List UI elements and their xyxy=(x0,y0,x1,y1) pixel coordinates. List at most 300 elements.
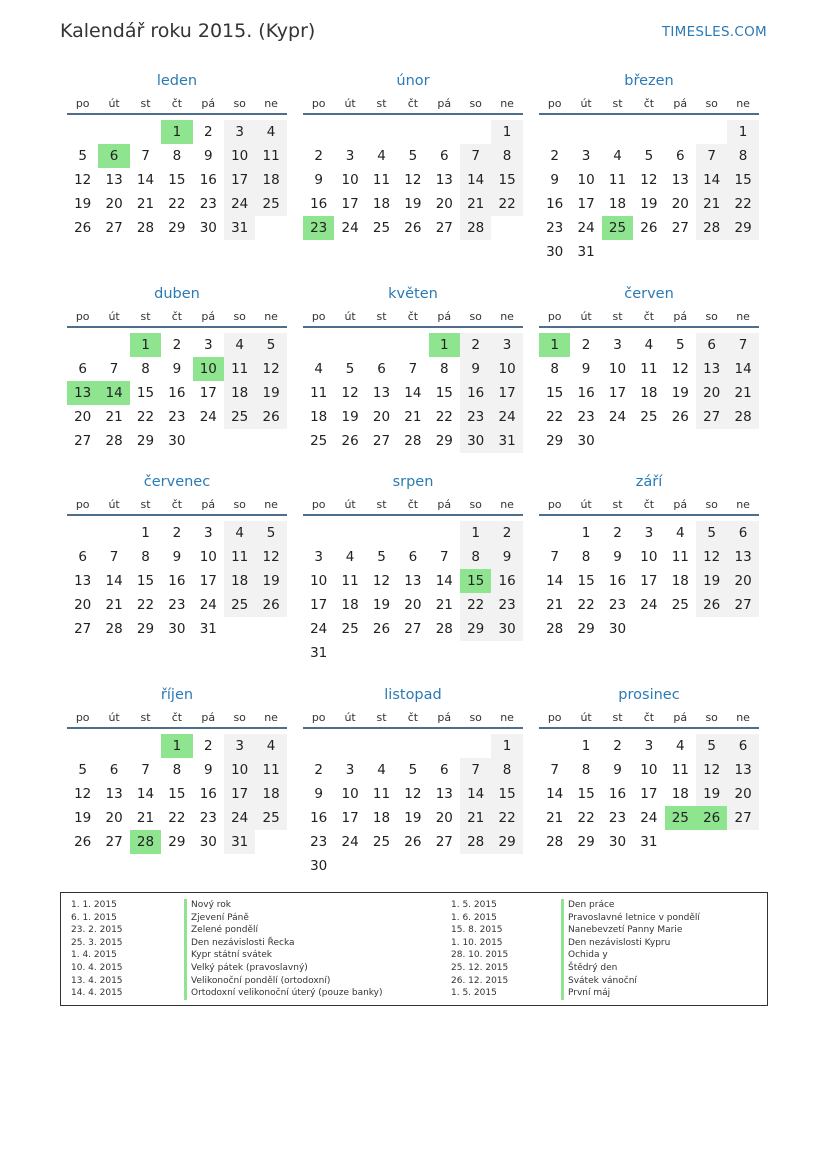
day-cell: 26 xyxy=(696,593,727,617)
day-cell: 31 xyxy=(310,645,328,661)
day-cell: 23 xyxy=(460,405,491,429)
month-name: leden xyxy=(156,73,198,89)
day-cell: 7 xyxy=(550,762,559,778)
month-name: únor xyxy=(396,73,430,89)
weekday-label: čt xyxy=(407,711,419,724)
day-cell: 18 xyxy=(608,196,627,212)
day-cell: 16 xyxy=(608,573,627,589)
day-cell: 2 xyxy=(172,337,182,353)
day-cell: 17 xyxy=(224,782,255,806)
day-cell: 5 xyxy=(78,148,87,164)
holiday-date: 13. 4. 2015 xyxy=(71,975,123,986)
day-cell: 29 xyxy=(546,433,564,449)
day-cell: 27 xyxy=(105,220,123,236)
day-cell: 28 xyxy=(727,405,758,429)
weekday-label: pá xyxy=(673,498,688,511)
day-cell: 28 xyxy=(404,433,422,449)
day-cell: 18 xyxy=(255,782,286,806)
day-cell: 11 xyxy=(224,545,255,569)
month-name: březen xyxy=(624,73,674,89)
day-cell: 13 xyxy=(74,573,92,589)
holiday-name: Velký pátek (pravoslavný) xyxy=(184,962,308,975)
day-cell: 14 xyxy=(404,385,422,401)
day-cell: 25 xyxy=(255,806,286,830)
day-cell: 19 xyxy=(372,597,391,613)
weekday-label: ne xyxy=(264,97,278,110)
day-cell: 9 xyxy=(613,549,622,565)
day-cell: 19 xyxy=(74,196,92,212)
day-cell: 6 xyxy=(675,148,685,164)
weekday-header xyxy=(539,498,759,516)
day-cell: 29 xyxy=(577,621,595,637)
day-cell: 29 xyxy=(435,433,453,449)
day-cell: 28 xyxy=(435,621,453,637)
weekday-label: st xyxy=(376,97,387,110)
day-cell: 6 xyxy=(78,549,87,565)
weekday-label: pá xyxy=(673,310,688,323)
day-cell: 4 xyxy=(613,148,622,164)
day-cell: 19 xyxy=(696,569,727,593)
day-cell: 8 xyxy=(141,361,150,377)
day-cell: 8 xyxy=(172,762,182,778)
day-cell: 29 xyxy=(577,834,595,850)
day-cell: 15 xyxy=(577,573,595,589)
weekday-label: so xyxy=(705,310,718,323)
day-cell: 3 xyxy=(613,337,622,353)
day-cell: 3 xyxy=(491,333,522,357)
day-cell: 17 xyxy=(640,573,658,589)
day-cell: 9 xyxy=(491,545,522,569)
day-cell: 27 xyxy=(404,621,422,637)
weekday-header xyxy=(303,711,523,729)
month-name: červen xyxy=(624,286,674,302)
day-cell: 5 xyxy=(78,762,87,778)
day-cell: 26 xyxy=(74,834,92,850)
day-cell: 15 xyxy=(435,385,453,401)
day-cell: 18 xyxy=(341,597,359,613)
day-cell: 6 xyxy=(439,762,449,778)
holiday-name: Štědrý den xyxy=(561,962,617,975)
day-cell: 20 xyxy=(727,782,758,806)
day-cell: 25 xyxy=(224,593,255,617)
holiday-day-cell: 1 xyxy=(161,734,192,758)
day-cell: 30 xyxy=(168,621,186,637)
weekday-label: út xyxy=(344,310,356,323)
day-cell: 10 xyxy=(640,762,658,778)
month-name: září xyxy=(635,474,663,490)
day-cell: 15 xyxy=(136,385,155,401)
day-cell: 5 xyxy=(255,521,286,545)
weekday-label: st xyxy=(376,498,387,511)
day-cell: 25 xyxy=(310,433,328,449)
weekday-label: po xyxy=(547,498,562,511)
day-cell: 26 xyxy=(341,433,359,449)
weekday-label: po xyxy=(311,498,326,511)
day-cell: 23 xyxy=(608,810,627,826)
day-cell: 28 xyxy=(460,830,491,854)
weekday-label: út xyxy=(580,711,592,724)
day-cell: 15 xyxy=(491,168,522,192)
day-cell: 21 xyxy=(136,196,155,212)
day-cell: 4 xyxy=(644,337,654,353)
day-cell: 6 xyxy=(696,333,727,357)
day-cell: 27 xyxy=(435,220,453,236)
day-cell: 24 xyxy=(577,220,595,236)
day-cell: 10 xyxy=(310,573,328,589)
day-cell: 6 xyxy=(109,762,119,778)
weekday-label: pá xyxy=(201,711,216,724)
day-cell: 27 xyxy=(696,405,727,429)
day-cell: 7 xyxy=(460,144,491,168)
day-cell: 22 xyxy=(136,597,155,613)
holiday-name: Velikonoční pondělí (ortodoxní) xyxy=(184,975,330,988)
day-cell: 8 xyxy=(491,144,522,168)
day-cell: 2 xyxy=(613,738,622,754)
day-cell: 11 xyxy=(310,385,328,401)
day-cell: 30 xyxy=(168,433,186,449)
day-cell: 12 xyxy=(372,573,391,589)
holiday-day-cell: 14 xyxy=(98,381,129,405)
day-cell: 16 xyxy=(310,810,328,826)
day-cell: 6 xyxy=(727,521,758,545)
day-cell: 8 xyxy=(581,762,591,778)
day-cell: 29 xyxy=(168,834,186,850)
day-cell: 13 xyxy=(372,385,391,401)
day-cell: 30 xyxy=(608,834,627,850)
day-cell: 3 xyxy=(224,734,255,758)
weekday-label: út xyxy=(108,97,120,110)
day-cell: 23 xyxy=(199,810,217,826)
day-cell: 8 xyxy=(439,361,449,377)
weekday-label: po xyxy=(75,711,90,724)
day-cell: 18 xyxy=(255,168,286,192)
holiday-date: 25. 12. 2015 xyxy=(451,962,509,973)
holiday-date: 26. 12. 2015 xyxy=(451,975,509,986)
weekday-label: po xyxy=(547,97,562,110)
weekday-label: ne xyxy=(500,711,514,724)
day-cell: 25 xyxy=(341,621,359,637)
day-cell: 31 xyxy=(199,621,217,637)
day-cell: 17 xyxy=(608,385,627,401)
day-cell: 17 xyxy=(577,196,595,212)
day-cell: 9 xyxy=(550,172,559,188)
day-cell: 4 xyxy=(345,549,355,565)
weekday-label: čt xyxy=(407,498,419,511)
day-cell: 21 xyxy=(696,192,727,216)
day-cell: 2 xyxy=(550,148,559,164)
day-cell: 9 xyxy=(460,357,491,381)
weekday-label: út xyxy=(580,498,592,511)
weekday-label: pá xyxy=(437,498,452,511)
weekday-label: čt xyxy=(171,711,183,724)
holiday-day-cell: 1 xyxy=(539,333,570,357)
day-cell: 29 xyxy=(491,830,522,854)
weekday-label: so xyxy=(705,498,718,511)
day-cell: 1 xyxy=(491,734,522,758)
weekday-label: so xyxy=(469,711,482,724)
day-cell: 5 xyxy=(255,333,286,357)
day-cell: 15 xyxy=(577,786,595,802)
day-cell: 2 xyxy=(613,525,622,541)
day-cell: 2 xyxy=(203,738,213,754)
weekday-header xyxy=(67,711,287,729)
day-cell: 18 xyxy=(671,786,689,802)
day-cell: 7 xyxy=(727,333,758,357)
day-cell: 19 xyxy=(255,569,286,593)
holiday-date: 10. 4. 2015 xyxy=(71,962,123,973)
month-name: květen xyxy=(388,286,438,302)
day-cell: 13 xyxy=(727,545,758,569)
day-cell: 2 xyxy=(491,521,522,545)
day-cell: 8 xyxy=(581,549,591,565)
weekday-label: út xyxy=(580,310,592,323)
weekday-label: po xyxy=(547,310,562,323)
day-cell: 23 xyxy=(608,597,627,613)
day-cell: 1 xyxy=(581,525,591,541)
weekday-label: ne xyxy=(500,97,514,110)
day-cell: 26 xyxy=(74,220,92,236)
weekday-label: út xyxy=(344,498,356,511)
holiday-name: Ortodoxní velikonoční úterý (pouze banky) xyxy=(184,987,383,1000)
day-cell: 29 xyxy=(136,433,155,449)
day-cell: 19 xyxy=(640,196,658,212)
weekday-label: so xyxy=(469,498,482,511)
weekday-header xyxy=(539,711,759,729)
weekday-label: po xyxy=(311,711,326,724)
day-cell: 22 xyxy=(168,810,186,826)
day-cell: 26 xyxy=(671,409,689,425)
day-cell: 14 xyxy=(460,782,491,806)
weekday-label: pá xyxy=(201,97,216,110)
day-cell: 19 xyxy=(341,409,359,425)
weekday-header xyxy=(303,498,523,516)
day-cell: 14 xyxy=(727,357,758,381)
day-cell: 6 xyxy=(377,361,386,377)
day-cell: 9 xyxy=(613,762,622,778)
day-cell: 11 xyxy=(224,357,255,381)
day-cell: 3 xyxy=(644,525,654,541)
day-cell: 3 xyxy=(224,120,255,144)
weekday-label: pá xyxy=(437,97,452,110)
holiday-date: 1. 10. 2015 xyxy=(451,937,503,948)
day-cell: 26 xyxy=(404,220,422,236)
day-cell: 5 xyxy=(675,337,685,353)
day-cell: 27 xyxy=(671,220,689,236)
day-cell: 24 xyxy=(224,806,255,830)
weekday-label: út xyxy=(580,97,592,110)
day-cell: 26 xyxy=(404,834,422,850)
day-cell: 23 xyxy=(546,220,564,236)
day-cell: 28 xyxy=(460,216,491,240)
day-cell: 4 xyxy=(224,521,255,545)
day-cell: 20 xyxy=(435,810,453,826)
day-cell: 14 xyxy=(546,573,564,589)
day-cell: 9 xyxy=(314,786,323,802)
day-cell: 23 xyxy=(199,196,217,212)
day-cell: 14 xyxy=(136,786,155,802)
day-cell: 29 xyxy=(460,617,491,641)
holiday-day-cell: 15 xyxy=(460,569,491,593)
day-cell: 31 xyxy=(224,216,255,240)
day-cell: 19 xyxy=(671,385,689,401)
weekday-header xyxy=(67,498,287,516)
day-cell: 4 xyxy=(255,120,286,144)
day-cell: 10 xyxy=(640,549,658,565)
holiday-day-cell: 23 xyxy=(303,216,334,240)
day-cell: 8 xyxy=(460,545,491,569)
holiday-day-cell: 1 xyxy=(161,120,192,144)
day-cell: 11 xyxy=(255,758,286,782)
day-cell: 3 xyxy=(581,148,591,164)
day-cell: 13 xyxy=(696,357,727,381)
day-cell: 21 xyxy=(546,810,564,826)
day-cell: 13 xyxy=(404,573,422,589)
day-cell: 24 xyxy=(199,409,217,425)
day-cell: 2 xyxy=(314,148,323,164)
day-cell: 16 xyxy=(460,381,491,405)
day-cell: 31 xyxy=(577,244,595,260)
day-cell: 29 xyxy=(168,220,186,236)
holiday-name: Nový rok xyxy=(184,899,231,912)
weekday-label: po xyxy=(75,498,90,511)
weekday-label: pá xyxy=(201,498,216,511)
day-cell: 24 xyxy=(199,597,217,613)
day-cell: 17 xyxy=(199,573,217,589)
day-cell: 5 xyxy=(408,762,418,778)
day-cell: 3 xyxy=(345,148,355,164)
day-cell: 12 xyxy=(74,786,92,802)
weekday-label: po xyxy=(75,310,90,323)
day-cell: 2 xyxy=(203,124,213,140)
day-cell: 31 xyxy=(640,834,658,850)
holiday-day-cell: 6 xyxy=(98,144,129,168)
day-cell: 27 xyxy=(74,433,92,449)
weekday-label: ne xyxy=(736,310,750,323)
day-cell: 12 xyxy=(671,361,689,377)
day-cell: 21 xyxy=(136,810,155,826)
day-cell: 29 xyxy=(136,621,155,637)
day-cell: 25 xyxy=(640,409,658,425)
day-cell: 26 xyxy=(255,593,286,617)
weekday-header xyxy=(303,97,523,115)
weekday-label: st xyxy=(612,310,623,323)
month-name: červenec xyxy=(143,474,211,490)
day-cell: 17 xyxy=(341,810,359,826)
weekday-label: čt xyxy=(407,97,419,110)
day-cell: 14 xyxy=(435,573,453,589)
day-cell: 24 xyxy=(224,192,255,216)
day-cell: 2 xyxy=(172,525,182,541)
holiday-date: 23. 2. 2015 xyxy=(71,925,123,936)
day-cell: 13 xyxy=(435,172,453,188)
day-cell: 18 xyxy=(372,810,391,826)
month-name: říjen xyxy=(160,687,194,703)
day-cell: 7 xyxy=(550,549,559,565)
day-cell: 2 xyxy=(581,337,591,353)
day-cell: 10 xyxy=(224,758,255,782)
holiday-name: Zjevení Páně xyxy=(184,912,249,925)
weekday-label: po xyxy=(311,310,326,323)
day-cell: 27 xyxy=(727,806,758,830)
weekday-label: čt xyxy=(171,97,183,110)
day-cell: 19 xyxy=(74,810,92,826)
weekday-header xyxy=(539,310,759,328)
day-cell: 13 xyxy=(671,172,689,188)
day-cell: 16 xyxy=(491,569,522,593)
day-cell: 10 xyxy=(491,357,522,381)
holiday-legend xyxy=(60,892,768,1006)
weekday-label: út xyxy=(108,711,120,724)
weekday-label: ne xyxy=(500,310,514,323)
day-cell: 10 xyxy=(341,172,359,188)
day-cell: 4 xyxy=(675,738,685,754)
day-cell: 6 xyxy=(408,549,418,565)
day-cell: 15 xyxy=(136,573,155,589)
day-cell: 14 xyxy=(546,786,564,802)
day-cell: 12 xyxy=(341,385,359,401)
day-cell: 1 xyxy=(727,120,758,144)
day-cell: 1 xyxy=(460,521,491,545)
day-cell: 17 xyxy=(310,597,328,613)
day-cell: 12 xyxy=(404,172,422,188)
day-cell: 21 xyxy=(435,597,453,613)
weekday-label: čt xyxy=(171,498,183,511)
holiday-name: Den nezávislosti Řecka xyxy=(184,937,295,950)
holiday-date: 1. 5. 2015 xyxy=(451,900,497,910)
day-cell: 14 xyxy=(460,168,491,192)
weekday-label: ne xyxy=(736,97,750,110)
day-cell: 30 xyxy=(199,220,217,236)
day-cell: 30 xyxy=(546,244,564,260)
day-cell: 12 xyxy=(255,545,286,569)
brand-link[interactable]: TIMESLES.COM xyxy=(661,24,767,40)
day-cell: 16 xyxy=(168,385,186,401)
day-cell: 19 xyxy=(404,810,422,826)
day-cell: 10 xyxy=(341,786,359,802)
day-cell: 21 xyxy=(460,192,491,216)
day-cell: 4 xyxy=(377,148,386,164)
day-cell: 20 xyxy=(727,569,758,593)
day-cell: 26 xyxy=(372,621,391,637)
weekday-label: so xyxy=(705,97,718,110)
weekday-label: so xyxy=(233,498,246,511)
weekday-label: st xyxy=(376,310,387,323)
day-cell: 28 xyxy=(136,220,155,236)
weekday-label: čt xyxy=(643,711,655,724)
weekday-label: ne xyxy=(736,711,750,724)
weekday-label: út xyxy=(108,498,120,511)
day-cell: 1 xyxy=(491,120,522,144)
day-cell: 9 xyxy=(203,148,213,164)
day-cell: 23 xyxy=(577,409,595,425)
day-cell: 12 xyxy=(696,758,727,782)
weekday-label: pá xyxy=(673,711,688,724)
weekday-label: čt xyxy=(171,310,183,323)
weekday-label: čt xyxy=(407,310,419,323)
day-cell: 11 xyxy=(671,762,689,778)
day-cell: 27 xyxy=(74,621,92,637)
day-cell: 2 xyxy=(314,762,323,778)
day-cell: 24 xyxy=(640,597,658,613)
day-cell: 22 xyxy=(136,409,155,425)
weekday-label: út xyxy=(344,97,356,110)
day-cell: 10 xyxy=(224,144,255,168)
day-cell: 14 xyxy=(105,573,123,589)
day-cell: 3 xyxy=(644,738,654,754)
day-cell: 31 xyxy=(224,830,255,854)
month-name: listopad xyxy=(384,687,442,703)
holiday-name: Zelené pondělí xyxy=(184,924,258,937)
